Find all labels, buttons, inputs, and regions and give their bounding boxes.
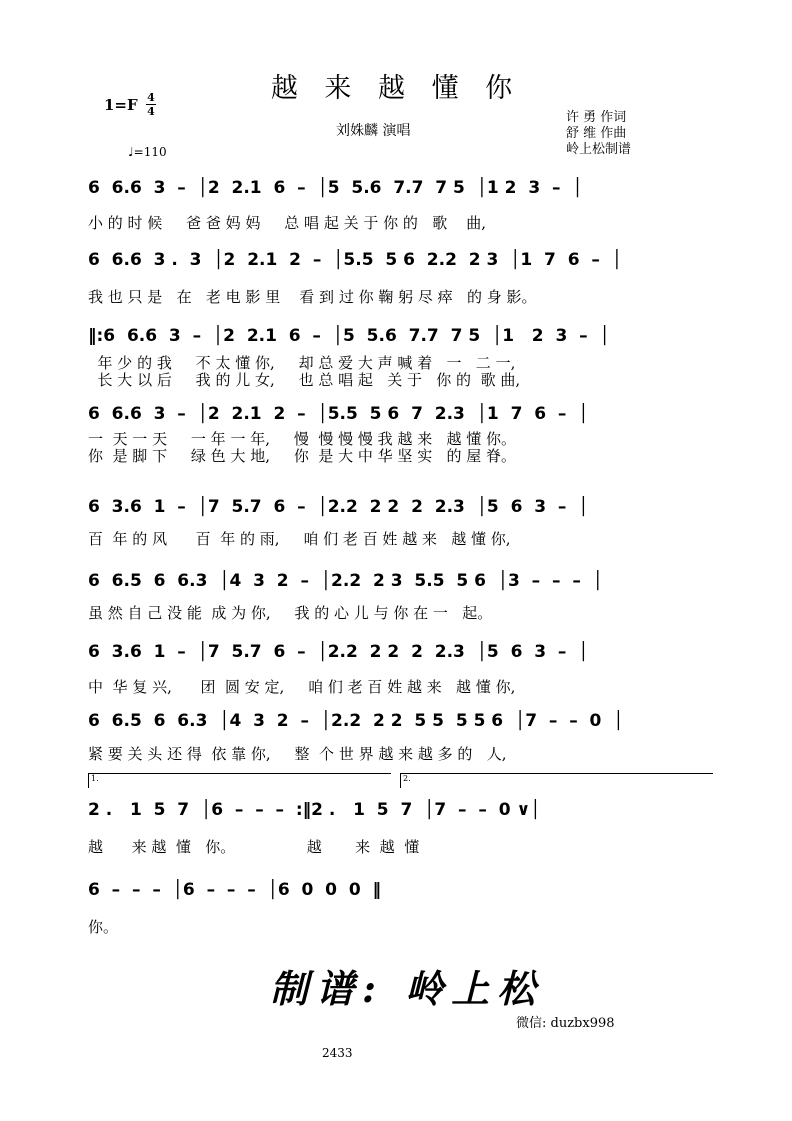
- jianpu-notes: 6 3.6 1 – │7 5.7 6 – │2.2 2 2 2 2.3 │5 6 3 – │: [88, 642, 589, 662]
- notation-row: [88, 178, 718, 208]
- key-signature: 1=F: [104, 96, 138, 114]
- lyric-line: 你。: [88, 918, 119, 936]
- notation-row: [88, 711, 718, 741]
- notation-row: [88, 642, 718, 672]
- lyric-line: 你 是 脚 下 绿 色 大 地, 你 是 大 中 华 坚 实 的 屋 脊。: [88, 447, 517, 465]
- meter-top: 4: [147, 91, 155, 104]
- lyric-line: 虽 然 自 己 没 能 成 为 你, 我 的 心 儿 与 你 在 一 起。: [88, 604, 493, 622]
- composer-credit: 舒 维 作曲: [566, 126, 627, 141]
- lyric-line: 百 年 的 风 百 年 的 雨, 咱 们 老 百 姓 越 来 越 懂 你,: [88, 530, 511, 548]
- lyric-line: 中 华 复 兴, 团 圆 安 定, 咱 们 老 百 姓 越 来 越 懂 你,: [88, 678, 516, 696]
- notation-row: [88, 250, 718, 280]
- jianpu-notes: ‖:6 6.6 3 – │2 2.1 6 – │5 5.6 7.7 7 5 │1 2 3 – │: [88, 326, 610, 346]
- notation-row: [88, 497, 718, 527]
- lyric-line: 小 的 时 候 爸 爸 妈 妈 总 唱 起 关 于 你 的 歌 曲,: [88, 214, 487, 232]
- notation-row: [88, 571, 718, 601]
- transcriber-signature: 制谱: 岭上松: [270, 966, 544, 1011]
- singer-credit: 刘姝麟 演唱: [336, 123, 411, 139]
- notation-row: [88, 880, 718, 910]
- jianpu-notes: 6 6.6 3 – │2 2.1 6 – │5 5.6 7.7 7 5 │1 2 3 – │: [88, 178, 583, 198]
- lyric-line: 我 也 只 是 在 老 电 影 里 看 到 过 你 鞠 躬 尽 瘁 的 身 影。: [88, 288, 537, 306]
- jianpu-notes: 6 6.6 3 . 3 │2 2.1 2 – │5.5 5 6 2.2 2 3 │1 7 6 – │: [88, 250, 622, 270]
- jianpu-notes: 6 6.5 6 6.3 │4 3 2 – │2.2 2 3 5.5 5 6 │3 – – – │: [88, 571, 603, 591]
- lyric-line: 年 少 的 我 不 太 懂 你, 却 总 爱 大 声 喊 着 一 二 一,: [88, 354, 516, 372]
- volta-second-ending: 2.: [400, 773, 713, 788]
- lyric-line: 紧 要 关 头 还 得 依 靠 你, 整 个 世 界 越 来 越 多 的 人,: [88, 745, 507, 763]
- time-signature: [146, 92, 156, 117]
- tempo-mark: ♩=110: [128, 145, 167, 159]
- page-number: 2433: [322, 1046, 353, 1060]
- credits: [566, 110, 631, 158]
- notation-row: [88, 800, 718, 830]
- jianpu-notes: 6 6.5 6 6.3 │4 3 2 – │2.2 2 2 5 5 5 5 6 │7 – – 0 │: [88, 711, 624, 731]
- lyricist-credit: 许 勇 作词: [566, 110, 627, 125]
- song-title: 越 来 越 懂 你: [270, 73, 522, 104]
- wechat-contact: 微信: duzbx998: [516, 1016, 615, 1031]
- transcriber-credit: 岭上松制谱: [566, 142, 632, 157]
- jianpu-notes: 2 . 1 5 7 │6 – – – :‖2 . 1 5 7 │7 – – 0 ∨│: [88, 800, 541, 820]
- lyric-line: 越 来 越 懂 你。 越 来 越 懂: [88, 838, 420, 856]
- jianpu-notes: 6 3.6 1 – │7 5.7 6 – │2.2 2 2 2 2.3 │5 6 3 – │: [88, 497, 589, 517]
- lyric-line: 长 大 以 后 我 的 儿 女, 也 总 唱 起 关 于 你 的 歌 曲,: [88, 371, 521, 389]
- lyric-line: 一 天 一 天 一 年 一 年, 慢 慢 慢 慢 我 越 来 越 懂 你。: [88, 430, 517, 448]
- volta-first-ending: 1.: [88, 773, 391, 788]
- meter-bottom: 4: [147, 105, 155, 118]
- jianpu-notes: 6 6.6 3 – │2 2.1 2 – │5.5 5 6 7 2.3 │1 7 6 – │: [88, 404, 589, 424]
- jianpu-notes: 6 – – – │6 – – – │6 0 0 0 ‖: [88, 880, 381, 900]
